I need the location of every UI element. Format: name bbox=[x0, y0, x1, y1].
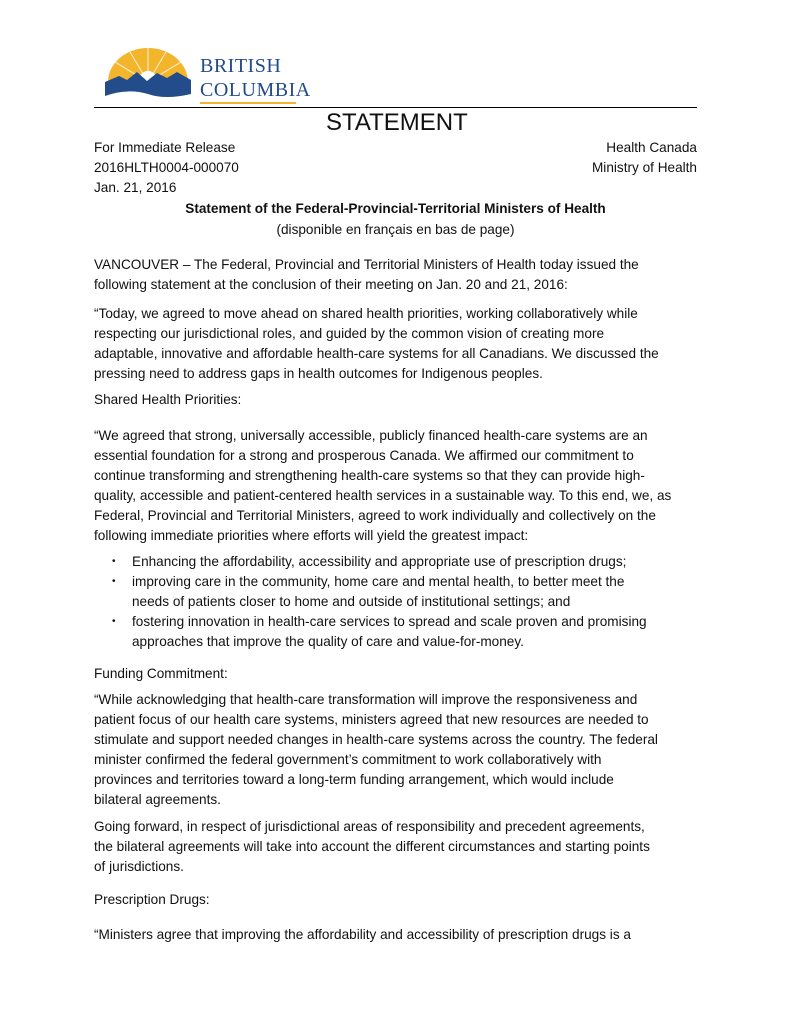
text-line: Going forward, in respect of jurisdictional areas of responsibility and precedent agreements, bbox=[94, 819, 645, 834]
text-line: continue transforming and strengthening health-care systems so that they can provide high- bbox=[94, 468, 645, 483]
paragraph-shared bbox=[94, 426, 671, 546]
text-line: essential foundation for a strong and prosperous Canada. We affirmed our commitment to bbox=[94, 448, 634, 463]
paragraph-intro bbox=[94, 255, 639, 295]
statement-title: Statement of the Federal-Provincial-Territorial Ministers of Health bbox=[185, 201, 606, 216]
paragraph-drugs bbox=[94, 925, 631, 945]
text-line: “While acknowledging that health-care transformation will improve the responsiveness and bbox=[94, 692, 638, 707]
paragraph-funding bbox=[94, 690, 658, 810]
logo-underline bbox=[200, 102, 296, 104]
bullet-icon: • bbox=[112, 556, 116, 567]
text-line: stimulate and support needed changes in health-care systems across the country. The federal bbox=[94, 732, 658, 747]
text-line: “Ministers agree that improving the affordability and accessibility of prescription drugs is a bbox=[94, 927, 631, 942]
list-item bbox=[112, 552, 647, 572]
text-line: Enhancing the affordability, accessibility and appropriate use of prescription drugs; bbox=[132, 554, 627, 569]
text-line: respecting our jurisdictional roles, and guided by the common vision of creating more bbox=[94, 326, 605, 341]
text-line: Federal, Provincial and Territorial Ministers, agreed to work individually and collectively on the bbox=[94, 508, 656, 523]
section-heading-shared: Shared Health Priorities: bbox=[94, 392, 242, 407]
release-date: Jan. 21, 2016 bbox=[94, 180, 177, 195]
release-id: 2016HLTH0004-000070 bbox=[94, 160, 239, 175]
section-heading-drugs: Prescription Drugs: bbox=[94, 892, 210, 907]
bc-logo-emblem-icon bbox=[105, 48, 191, 104]
text-line: minister confirmed the federal government’s commitment to work collaboratively with bbox=[94, 752, 602, 767]
text-line: following statement at the conclusion of their meeting on Jan. 20 and 21, 2016: bbox=[94, 277, 568, 292]
meta-right bbox=[592, 138, 697, 178]
list-item bbox=[112, 612, 647, 652]
paragraph-quote bbox=[94, 304, 659, 384]
text-line: improving care in the community, home care and mental health, to better meet the bbox=[132, 574, 625, 589]
text-line: needs of patients closer to home and outside of institutional settings; and bbox=[132, 594, 571, 609]
section-heading-funding: Funding Commitment: bbox=[94, 666, 228, 681]
text-line: the bilateral agreements will take into account the different circumstances and starting points bbox=[94, 839, 650, 854]
priority-list bbox=[112, 552, 647, 652]
text-line: of jurisdictions. bbox=[94, 859, 184, 874]
bullet-icon: • bbox=[112, 616, 116, 627]
page-heading: STATEMENT bbox=[326, 109, 468, 136]
bullet-icon: • bbox=[112, 576, 116, 587]
text-line: “We agreed that strong, universally accessible, publicly financed health-care systems are an bbox=[94, 428, 648, 443]
header-rule bbox=[94, 107, 697, 108]
logo-line-2: COLUMBIA bbox=[200, 79, 311, 101]
text-line: “Today, we agreed to move ahead on shared health priorities, working collaboratively while bbox=[94, 306, 638, 321]
text-line: bilateral agreements. bbox=[94, 792, 221, 807]
bc-logo bbox=[105, 48, 191, 107]
logo-line-1: BRITISH bbox=[200, 55, 282, 77]
list-item bbox=[112, 572, 647, 612]
text-line: patient focus of our health care systems, ministers agreed that new resources are needed to bbox=[94, 712, 649, 727]
statement-subtitle: (disponible en français en bas de page) bbox=[276, 222, 515, 237]
agency-2: Ministry of Health bbox=[591, 160, 697, 175]
release-label: For Immediate Release bbox=[94, 140, 236, 155]
text-line: quality, accessible and patient-centered health services in a sustainable way. To this end, we, as bbox=[94, 488, 672, 503]
text-line: following immediate priorities where efforts will yield the greatest impact: bbox=[94, 528, 529, 543]
text-line: provinces and territories toward a long-term funding arrangement, which would include bbox=[94, 772, 614, 787]
logo-wordmark bbox=[200, 54, 311, 104]
agency-1: Health Canada bbox=[606, 140, 697, 155]
text-line: fostering innovation in health-care services to spread and scale proven and promising bbox=[132, 614, 647, 629]
meta-left bbox=[94, 138, 239, 198]
text-line: pressing need to address gaps in health outcomes for Indigenous peoples. bbox=[94, 366, 543, 381]
paragraph-going-forward bbox=[94, 817, 650, 877]
text-line: adaptable, innovative and affordable health-care systems for all Canadians. We discussed the bbox=[94, 346, 659, 361]
text-line: approaches that improve the quality of care and value-for-money. bbox=[132, 634, 524, 649]
text-line: VANCOUVER – The Federal, Provincial and Territorial Ministers of Health today issued the bbox=[94, 257, 639, 272]
